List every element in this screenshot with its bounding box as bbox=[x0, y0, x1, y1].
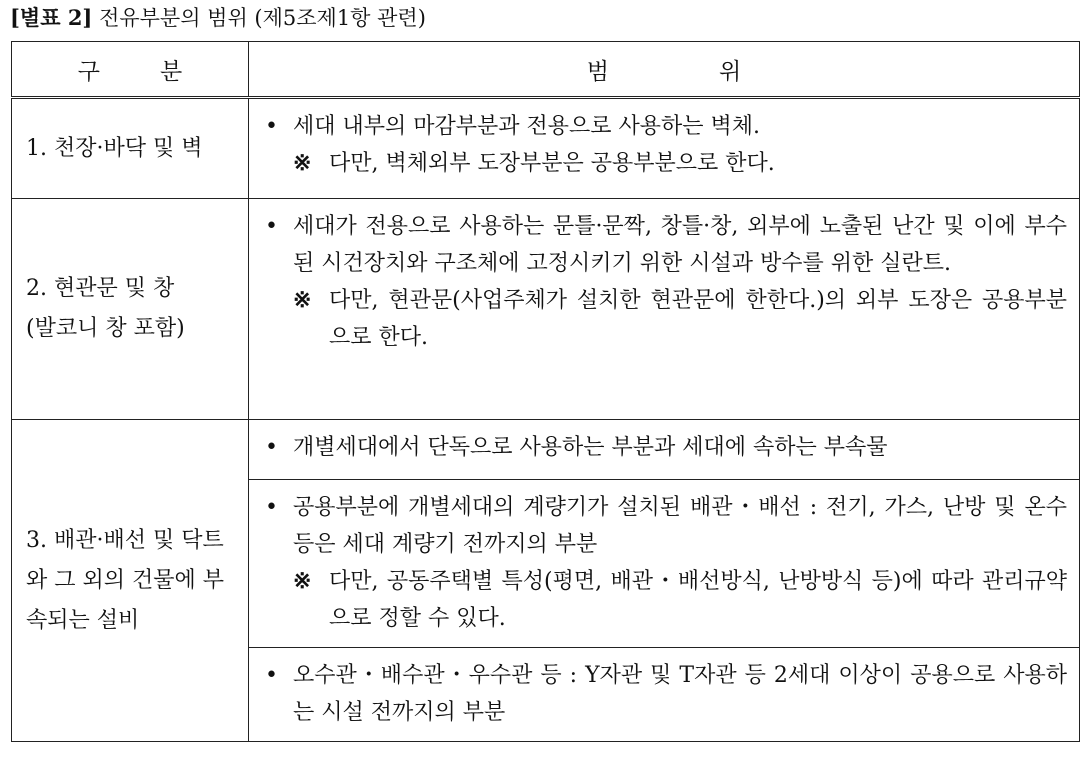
reference-mark-icon: ※ bbox=[293, 568, 312, 594]
scope-cell bbox=[249, 420, 1080, 480]
scope-cell bbox=[249, 648, 1080, 742]
title-text: 전유부분의 범위 (제5조제1항 관련) bbox=[99, 6, 426, 30]
bullet-icon: • bbox=[265, 435, 278, 460]
note-text: 다만, 현관문(사업주체가 설치한 현관문에 한한다.)의 외부 도장은 공용부분으로 한다. bbox=[329, 288, 1067, 350]
table-row bbox=[12, 420, 1080, 480]
category-cell bbox=[12, 199, 249, 420]
appendix-tag: [별표 2] bbox=[10, 5, 93, 30]
bullet-item bbox=[265, 657, 1067, 731]
bullet-item bbox=[265, 108, 1067, 145]
category-cell: 3. 배관·배선 및 닥트와 그 외의 건물에 부속되는 설비 bbox=[12, 420, 249, 742]
bullet-text: 세대가 전용으로 사용하는 문틀·문짝, 창틀·창, 외부에 노출된 난간 및 이에 부수된 시건장치와 구조체에 고정시키기 위한 시설과 방수를 위한 실란트. bbox=[293, 214, 1067, 276]
table-row bbox=[12, 199, 1080, 420]
note-item bbox=[265, 145, 1067, 182]
table-row bbox=[12, 98, 1080, 199]
bullet-item bbox=[265, 208, 1067, 282]
scope-cell bbox=[249, 98, 1080, 199]
bullet-icon: • bbox=[265, 495, 278, 520]
bullet-text: 오수관・배수관・우수관 등 : Y자관 및 T자관 등 2세대 이상이 공용으로 사용하는 시설 전까지의 부분 bbox=[293, 663, 1067, 725]
bullet-text: 세대 내부의 마감부분과 전용으로 사용하는 벽체. bbox=[293, 114, 761, 139]
bullet-text: 공용부분에 개별세대의 계량기가 설치된 배관・배선 : 전기, 가스, 난방 및 온수 등은 세대 계량기 전까지의 부분 bbox=[293, 495, 1067, 557]
bullet-text: 개별세대에서 단독으로 사용하는 부분과 세대에 속하는 부속물 bbox=[293, 435, 888, 460]
category-line: (발코니 창 포함) bbox=[26, 316, 185, 341]
scope-table bbox=[11, 41, 1080, 742]
category-line: 2. 현관문 및 창 bbox=[26, 276, 175, 301]
note-item bbox=[265, 563, 1067, 637]
category-cell: 1. 천장·바닥 및 벽 bbox=[12, 98, 249, 199]
reference-mark-icon: ※ bbox=[293, 150, 312, 176]
bullet-icon: • bbox=[265, 663, 278, 688]
scope-cell bbox=[249, 480, 1080, 648]
header-category: 구분 bbox=[12, 42, 249, 98]
note-text: 다만, 공동주택별 특성(평면, 배관・배선방식, 난방방식 등)에 따라 관리규약으로 정할 수 있다. bbox=[329, 569, 1067, 631]
header-scope: 범위 bbox=[249, 42, 1080, 98]
document-title bbox=[10, 4, 426, 32]
header-row bbox=[12, 42, 1080, 98]
bullet-icon: • bbox=[265, 114, 278, 139]
reference-mark-icon: ※ bbox=[293, 287, 312, 313]
note-text: 다만, 벽체외부 도장부분은 공용부분으로 한다. bbox=[329, 151, 775, 176]
bullet-item bbox=[265, 429, 1067, 466]
note-item bbox=[265, 282, 1067, 356]
scope-cell bbox=[249, 199, 1080, 420]
bullet-item bbox=[265, 489, 1067, 563]
bullet-icon: • bbox=[265, 214, 278, 239]
